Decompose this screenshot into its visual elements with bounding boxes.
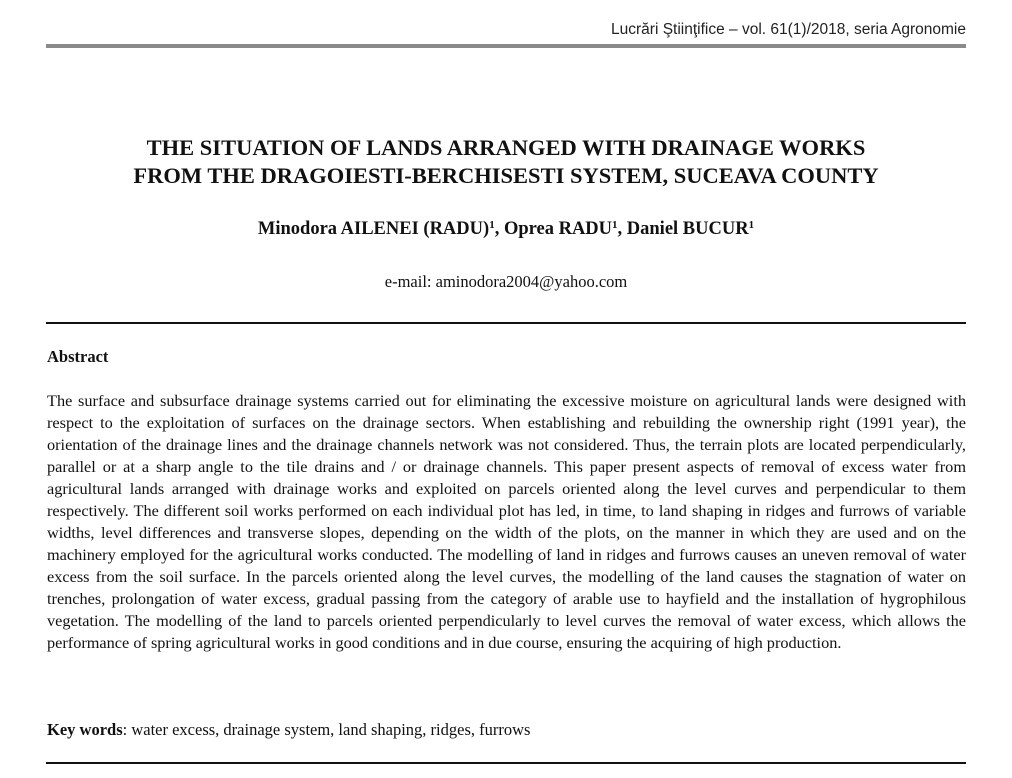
header-rule [46,44,966,48]
author-separator: , [617,219,627,239]
running-header: Lucrări Ştiinţifice – vol. 61(1)/2018, seria Agronomie [611,21,966,38]
keywords-text: water excess, drainage system, land shaping, ridges, furrows [131,720,531,739]
author-name: Minodora AILENEI (RADU) [257,219,490,239]
author-affiliation: 1 [612,219,618,231]
contact-email: e-mail: aminodora2004@yahoo.com [384,272,628,291]
author-separator: , [494,219,504,239]
title-line-2: FROM THE DRAGOIESTI-BERCHISESTI SYSTEM, SUCEAVA COUNTY [133,163,879,188]
author-list [46,219,966,240]
author-name: Daniel BUCUR [626,219,749,239]
keywords-separator: : [122,720,132,739]
author-affiliation: 1 [489,219,495,231]
section-divider-bottom [46,762,966,764]
paper-title [46,134,966,190]
abstract-heading: Abstract [47,347,109,366]
author-name: Oprea RADU [503,219,613,239]
keywords [47,720,530,740]
keywords-label: Key words [47,720,123,739]
title-line-1: THE SITUATION OF LANDS ARRANGED WITH DRAINAGE WORKS [146,135,866,160]
author-affiliation: 1 [748,219,755,231]
abstract-body: The surface and subsurface drainage systems carried out for eliminating the excessive moisture on agricultural lands were designed with respect to the exploitation of surfaces on the drainage sectors. When establishing and rebuilding the ownership right (1991 year), the orientation of the drainage lines and the drainage channels network was not considered. Thus, the terrain plots are located perpendicularly, parallel or at a sharp angle to the tile drains and / or drainage channels. This paper present aspects of removal of excess water from agricultural lands arranged with drainage works and exploited on parcels oriented along the level curves and perpendicular to them respectively. The different soil works performed on each individual plot has led, in time, to land shaping in ridges and furrows of variable widths, level differences and transverse slopes, depending on the width of the plots, on the manner in which they are used and on the machinery employed for the agricultural works conducted. The modelling of land in ridges and furrows causes an uneven removal of water excess from the soil surface. In the parcels oriented along the level curves, the modelling of the land causes the stagnation of water on trenches, prolongation of water excess, gradual passing from the category of arable use to hayfield and the installation of hygrophilous vegetation. The modelling of the land to parcels oriented perpendicularly to level curves the removal of water excess, which allows the performance of spring agricultural works in good conditions and in due course, ensuring the acquiring of high production. [47,391,966,652]
section-divider-top [46,322,966,324]
